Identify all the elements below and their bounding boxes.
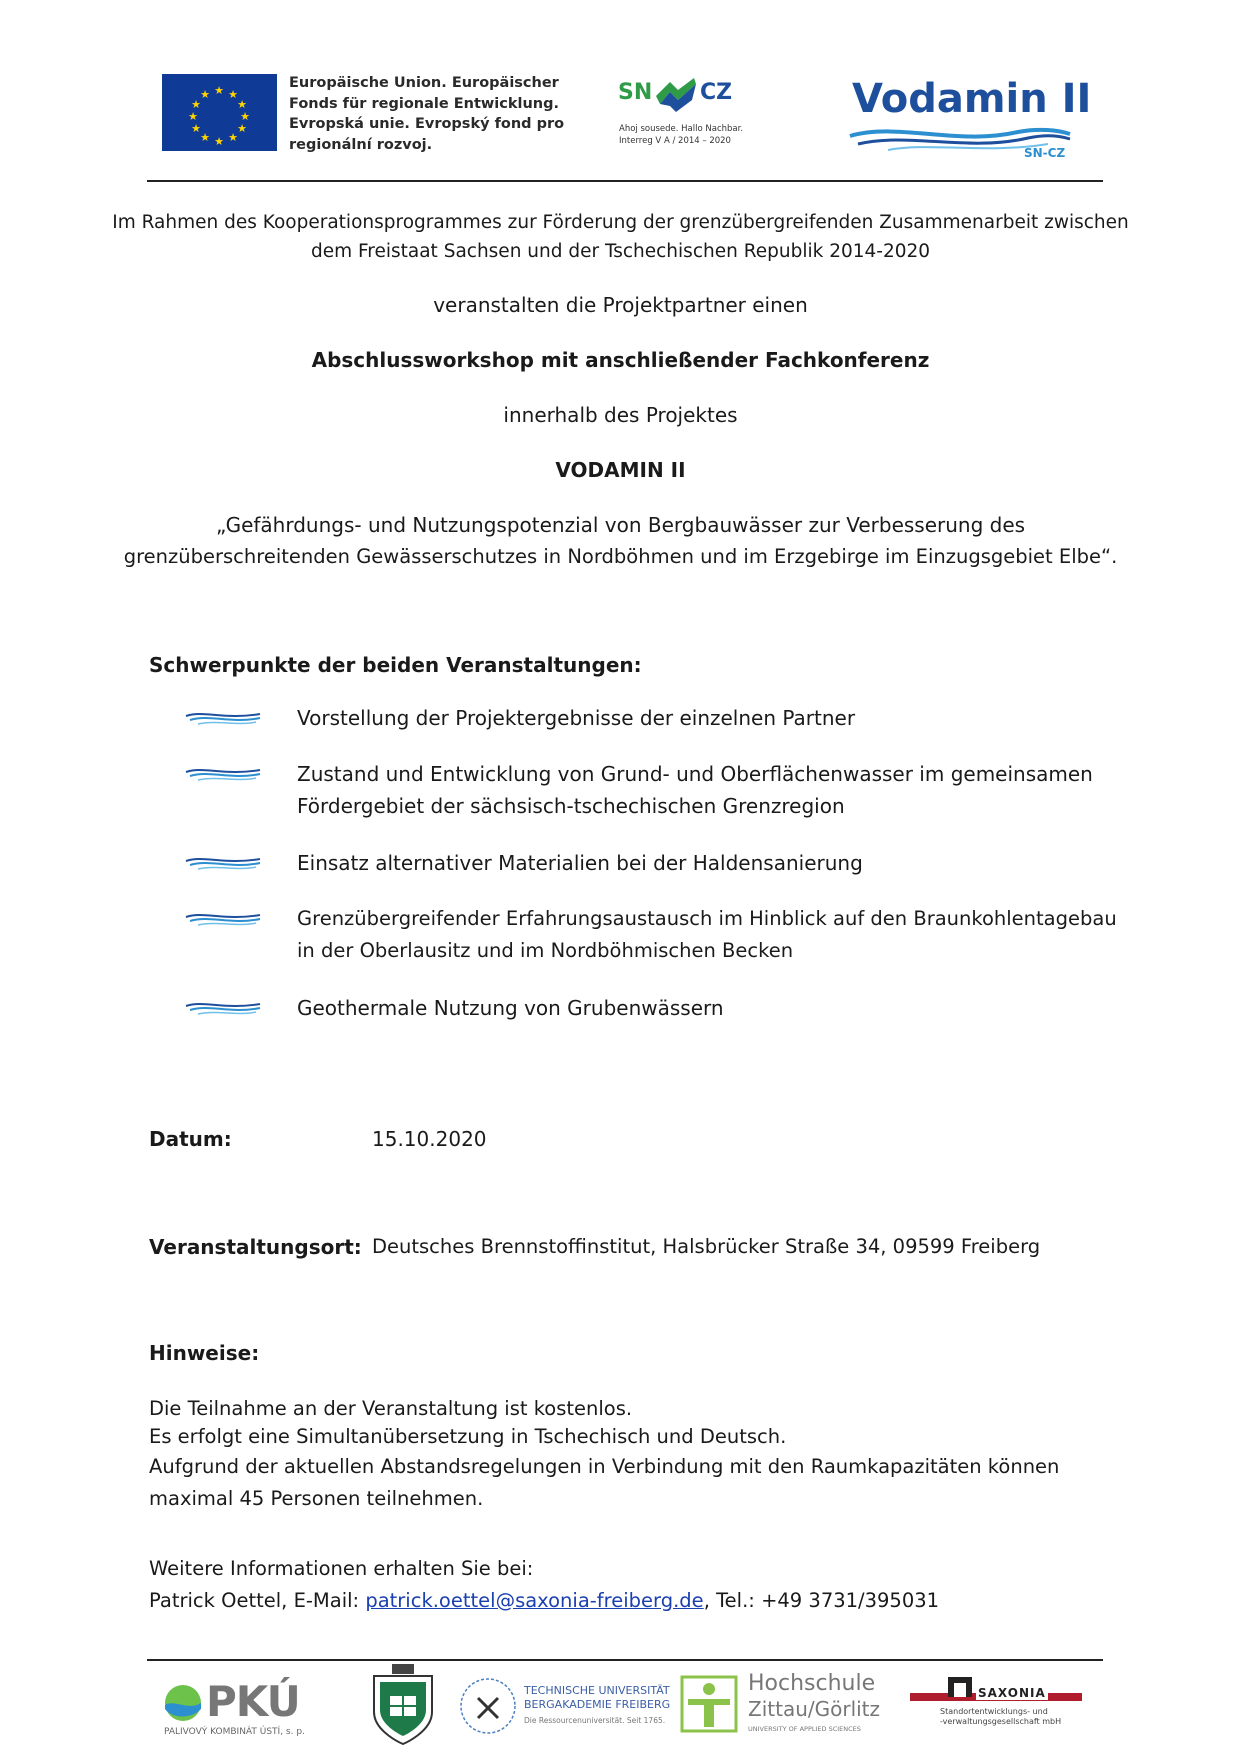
eu-text-line: Fonds für regionale Entwicklung. (289, 95, 560, 112)
sncz-cz: CZ (700, 80, 733, 105)
hszg-line3: UNIVERSITY OF APPLIED SCIENCES (748, 1725, 861, 1733)
hszg-line1: Hochschule (748, 1671, 876, 1696)
focus-item-line: Zustand und Entwicklung von Grund- und Oberflächenwasser im gemeinsamen (297, 762, 1093, 786)
date-label: Datum: (149, 1127, 232, 1151)
saxonia-sub2: -verwaltungsgesellschaft mbH (940, 1717, 1062, 1726)
focus-item (297, 903, 1117, 967)
hszg-figure-icon (680, 1675, 740, 1733)
svg-text:★: ★ (191, 122, 201, 135)
sncz-sn: SN (618, 80, 653, 105)
tu-freiberg-logo (458, 1672, 671, 1742)
eu-text-line: regionální rozvoj. (289, 136, 433, 153)
pku-subtitle: PALIVOVÝ KOMBINÁT ÚSTÍ, s. p. (164, 1727, 305, 1737)
intro-line-2: dem Freistaat Sachsen und der Tschechischen Republik 2014-2020 (310, 241, 931, 262)
eu-text-line: Europäische Union. Europäischer (289, 75, 559, 91)
eu-flag-icon (162, 74, 277, 151)
note-line: Aufgrund der aktuellen Abstandsregelungen in Verbindung mit den Raumkapazitäten können (149, 1455, 1060, 1478)
note-line: Es erfolgt eine Simultanübersetzung in Tschechisch und Deutsch. (149, 1425, 787, 1448)
contact-prefix: Patrick Oettel, E-Mail: (149, 1589, 366, 1612)
vodamin-tag: SN-CZ (1024, 146, 1066, 160)
svg-text:★: ★ (214, 84, 224, 97)
saxonia-logo (910, 1673, 1085, 1743)
footer-divider (147, 1659, 1103, 1661)
svg-text:★: ★ (237, 122, 247, 135)
svg-text:★: ★ (240, 110, 250, 123)
svg-text:★: ★ (191, 98, 201, 111)
focus-item-line: in der Oberlausitz und im Nordböhmischen Becken (297, 939, 794, 962)
tu-name-line2: BERGAKADEMIE FREIBERG (524, 1698, 671, 1711)
sncz-logo (616, 70, 744, 150)
project-subtitle-2: grenzüberschreitenden Gewässerschutzes in Nordböhmen und im Erzgebirge im Einzugsgebiet Elbe“. (123, 545, 1118, 568)
project-subtitle-1: „Gefährdungs- und Nutzungspotenzial von Bergbauwässer zur Verbesserung des (215, 513, 1026, 537)
sncz-slogan: Ahoj sousede. Hallo Nachbar. (619, 124, 744, 134)
pku-logo (160, 1677, 332, 1739)
pku-title: PKÚ (206, 1677, 300, 1726)
vodamin-logo (848, 76, 1092, 164)
notes-body (149, 1394, 1059, 1513)
svg-text:★: ★ (200, 131, 210, 144)
tu-slogan: Die Ressourcenuniversität. Seit 1765. (524, 1716, 666, 1725)
wave-bullet-icon (184, 708, 262, 728)
project-name: VODAMIN II (555, 458, 686, 482)
sncz-program: Interreg V A / 2014 – 2020 (619, 136, 731, 146)
venue-value: Deutsches Brennstoffinstitut, Halsbrücker Straße 34, 09599 Freiberg (372, 1235, 1041, 1258)
date-value: 15.10.2020 (372, 1127, 487, 1151)
svg-text:★: ★ (228, 131, 238, 144)
eu-text (289, 73, 565, 155)
focus-item-line: Geothermale Nutzung von Grubenwässern (297, 996, 724, 1020)
eu-text-line: Evropská unie. Evropský fond pro (289, 116, 565, 132)
svg-text:★: ★ (214, 135, 224, 148)
vodamin-title: Vodamin II (852, 76, 1092, 122)
saxonia-title: SAXONIA (978, 1686, 1046, 1700)
focus-item-line: Einsatz alternativer Materialien bei der Haldensanierung (297, 851, 863, 875)
svg-text:★: ★ (188, 110, 198, 123)
svg-text:★: ★ (237, 98, 247, 111)
crest-icon (368, 1662, 438, 1747)
more-info-text: Weitere Informationen erhalten Sie bei: (149, 1557, 534, 1580)
focus-item (297, 847, 863, 879)
contact-suffix: , Tel.: +49 3731/395031 (703, 1589, 940, 1612)
contact-line (149, 1585, 939, 1617)
sncz-emblem-icon (652, 74, 698, 116)
focus-item (297, 992, 724, 1024)
focus-heading: Schwerpunkte der beiden Veranstaltungen: (149, 653, 642, 677)
notes-heading: Hinweise: (149, 1341, 260, 1365)
intro-line-4: innerhalb des Projektes (503, 403, 738, 427)
focus-item-line: Fördergebiet der sächsisch-tschechischen Grenzregion (297, 794, 845, 818)
intro-line-1: Im Rahmen des Kooperationsprogrammes zur Förderung der grenzübergreifenden Zusammenarbeit zwischen (112, 212, 1129, 233)
note-line: Die Teilnahme an der Veranstaltung ist kostenlos. (149, 1397, 633, 1420)
header-divider (147, 180, 1103, 182)
venue-label: Veranstaltungsort: (149, 1235, 362, 1259)
tu-seal-icon (458, 1672, 518, 1740)
email-link[interactable]: patrick.oettel@saxonia-freiberg.de (365, 1589, 704, 1612)
saxonia-sub1: Standortentwicklungs- und (940, 1707, 1048, 1716)
note-line: maximal 45 Personen teilnehmen. (149, 1487, 484, 1510)
wave-bullet-icon (184, 998, 262, 1018)
svg-text:★: ★ (200, 88, 210, 101)
tu-name-line1: TECHNISCHE UNIVERSITÄT (524, 1684, 670, 1697)
focus-item (297, 702, 855, 734)
wave-bullet-icon (184, 909, 262, 929)
svg-text:★: ★ (228, 88, 238, 101)
hszg-line2: Zittau/Görlitz (748, 1697, 881, 1721)
focus-item (297, 758, 1093, 822)
eu-logo (162, 74, 277, 151)
focus-item-line: Vorstellung der Projektergebnisse der einzelnen Partner (297, 706, 856, 730)
event-title: Abschlussworkshop mit anschließender Fachkonferenz (311, 348, 930, 372)
hszg-logo (680, 1671, 880, 1743)
vsb-crest-logo (368, 1662, 438, 1747)
intro-line-3: veranstalten die Projektpartner einen (433, 293, 808, 317)
focus-item-line: Grenzübergreifender Erfahrungsaustausch im Hinblick auf den Braunkohlentagebau (297, 907, 1117, 930)
wave-bullet-icon (184, 764, 262, 784)
pku-drop-icon (162, 1683, 204, 1723)
wave-bullet-icon (184, 853, 262, 873)
contact-block (149, 1553, 939, 1617)
